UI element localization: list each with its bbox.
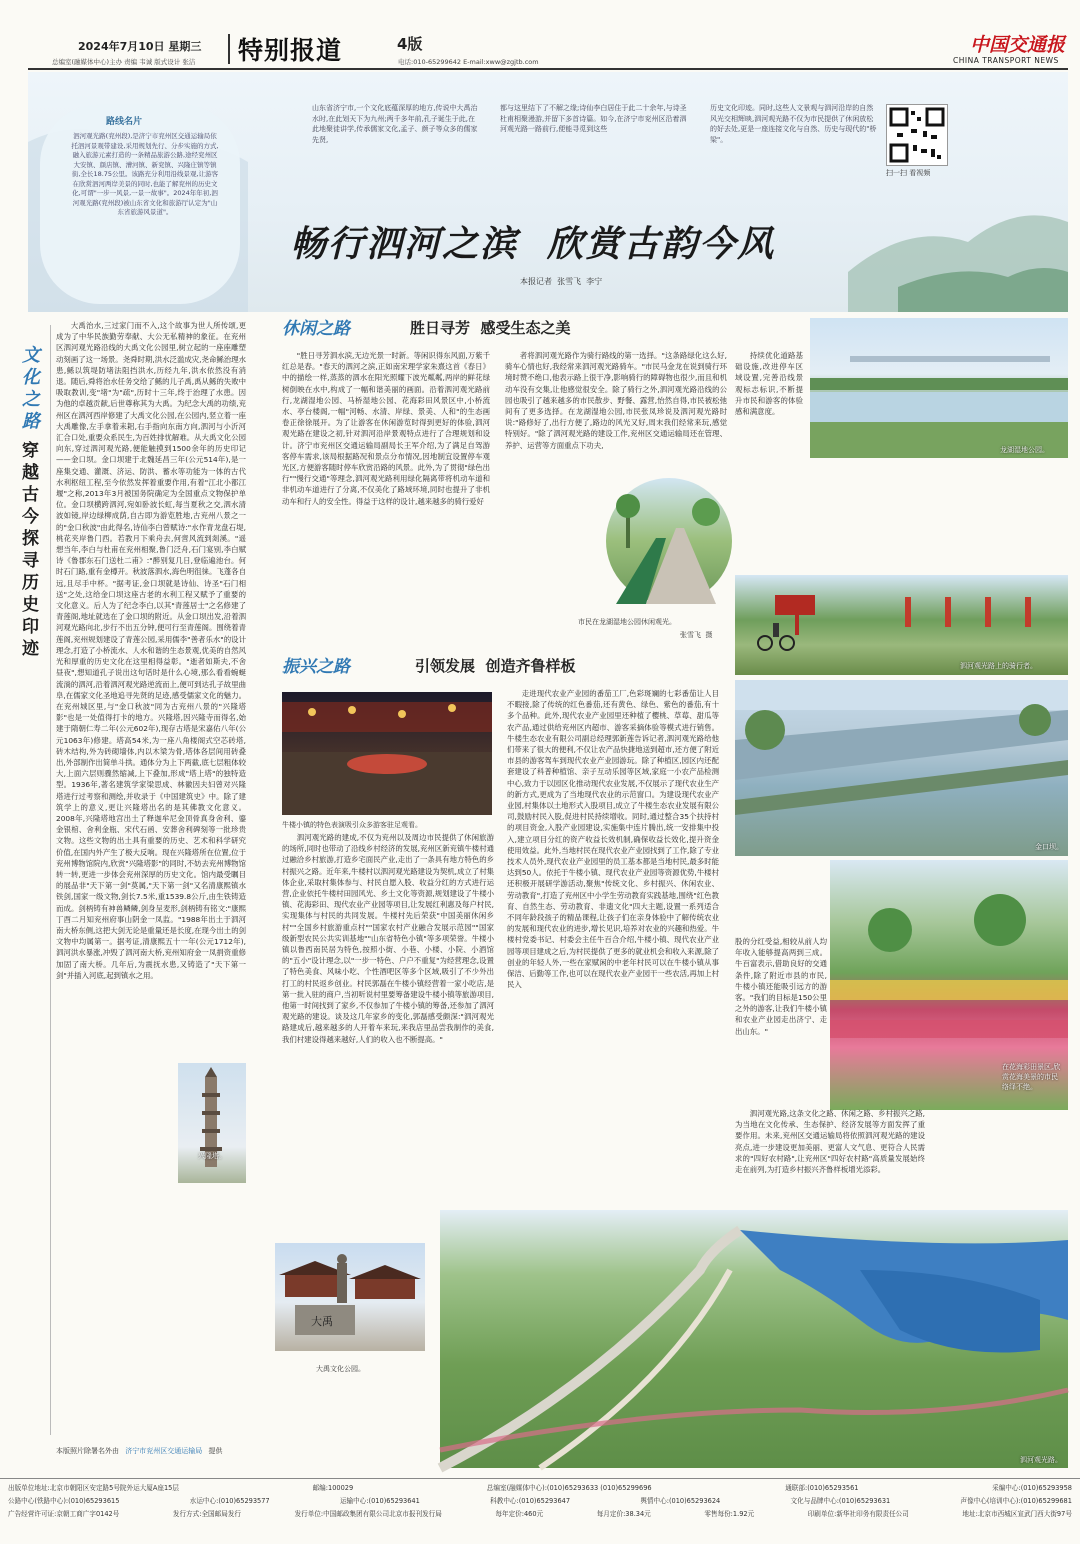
photo-credit-label: 本版照片除署名外由 <box>56 1447 119 1455</box>
header-rule <box>28 68 1068 70</box>
headline: 畅行泗河之滨 欣赏古韵今风 <box>290 223 776 265</box>
qr-code-icon <box>887 105 947 165</box>
jinkou-dam-caption: 金口坝。 <box>1035 843 1063 851</box>
route-card-title: 路线名片 <box>106 117 143 127</box>
jinkou-dam-photo <box>735 680 1068 856</box>
cyclist-road-photo <box>735 575 1068 675</box>
footer-line-2 <box>8 1495 1072 1508</box>
revival-col-3: 股的分红受益,相较从前人均年收入能够提高两到三成。牛百富表示,借助良好的交通条件,除了附近市县的市民,牛楼小镇还能吸引远方的游客。"我们的目标是150公里之外的游客,让我们牛楼小镇和农业产业园走出济宁、走出山东。" <box>735 937 827 1036</box>
footer-item: 出版单位地址:北京市朝阳区安定路5号院外运大厦A座15层 <box>8 1484 179 1492</box>
revival-conclusion: 泗河观光路,这条文化之路、休闲之路、乡村振兴之路,为当地在文化传承、生态保护、经济发展等方面发挥了重要作用。未来,兖州区交通运输局将依照泗河观光路的建设亮点,进一步建设更加美丽、更富人文气息、更符合人民需求的"四好农村路",让兖州区"四好农村路"高质量发展始终走在前列,为打造乡村振兴齐鲁样板增光添彩。 <box>735 1109 925 1175</box>
footer <box>8 1482 1072 1521</box>
issue-date: 2024年7月10日 星期三 <box>78 40 202 53</box>
leisure-col-2-text: 者将泗河观光路作为骑行路线的第一选择。"这条路绿化这么好,骑车心情也好,我经常来泗河观光路骑车。"市民马金龙在说到骑行环境时赞不绝口,他表示路上很干净,影响骑行的障碍物也很少,而且和机动车没有交集,让他感觉很安全。除了骑行之外,泗河观光路沿线的公园也吸引了越来越多的市民散步、野餐、露营,怡然自得,市民被松弛间有了更多选择。在龙湖湿地公园,市民张凤珍说及泗河观光路时说:"路修好了,出行方便了,路边的风光又好,周末我们经常来玩,感觉特别好。"除了泗河观光路的建设工作,兖州区交通运输局还在管理、养护、运营等方面重点下功夫, <box>505 351 727 450</box>
intro-col-2: 都与这里结下了不解之缘;诗仙李白居住于此二十余年,与诗圣杜甫相聚漫游,并留下多首诗篇。如今,在济宁市兖州区沿着泗河观光路一路前行,便能寻觅到这些 <box>500 104 687 133</box>
footer-item: 印刷单位:新华社印务有限责任公司 <box>807 1510 909 1518</box>
niulou-performance-photo <box>282 692 492 815</box>
footer-rule <box>0 1478 1080 1479</box>
footer-item: 公路中心(铁路中心):(010)65293615 <box>8 1497 120 1505</box>
photo-credit-org: 济宁市兖州区交通运输局 <box>125 1447 203 1455</box>
footer-item: 地址:北京市西城区宣武门西大街97号 <box>962 1510 1072 1518</box>
leisure-col-2-top <box>505 350 727 472</box>
paper-name: 中国交通报 <box>970 34 1066 56</box>
niulou-performance-caption: 牛楼小镇的特色表演吸引众多游客驻足观看。 <box>282 821 422 829</box>
intro-col-1: 山东省济宁市,一个文化底蕴深厚的地方,传说中大禹治水时,在此划天下为九州;两千多年前,孔子诞生于此,在此地聚徒讲学,传承儒家文化,孟子、颜子等众多的儒家先贤, <box>312 104 478 144</box>
photo-credit <box>56 1446 222 1456</box>
leisure-section-subtitle: 胜日寻芳 感受生态之美 <box>410 319 571 337</box>
footer-item: 文化与品牌中心:(010)65293631 <box>790 1497 891 1505</box>
performance-scene <box>282 692 492 815</box>
route-card-text: 泗河观光路(兖州段),是济宁市兖州区交通运输局依托泗河景观带建设,采用规划先行、分步实施的方式,融入旅游元素打造的一条精品旅游公路,途经兖州区大安镇、颜店镇、漕河镇、新兖镇、兴隆庄镇等镇街,全长18.75公里。该路充分利用沿线景观,让游客在欣赏泗河两岸美景的同时,也能了解兖州的历史文化,可谓"一步一风景,一景一故事"。2024年年初,泗河观光路(兖州段)被山东省文化和旅游厅认定为"山东省旅游风景道"。 <box>71 132 219 216</box>
cyclist-scene <box>735 575 1068 675</box>
qr-code[interactable] <box>886 104 948 166</box>
flower-sea-caption-text: 在花海彩田景区,欣赏花海美景的市民络绎不绝。 <box>1002 1063 1061 1091</box>
culture-section-tag: 文化之路 <box>22 345 40 432</box>
revival-col-1: 泗河观光路的建成,不仅为兖州以及周边市民提供了休闲旅游的场所,同时也带动了沿线乡村经济的发展,兖州区新兖镇牛楼村通过融洽乡村旅游,打造乡宅面民产业,走出了一条具有地方特色的乡村振兴之路。近年来,牛楼村以泗河观光路建设为契机,成立了村集体企业,采取村集体参与、村民自愿入股、收益分红的方式进行运营,企业依托牛楼村田园风光、乡土文化等资源,规划建设了牛楼小镇、花海彩田、现代农业产业园等项目,让发展红利惠及每户村民,实现集体与村民的共同发展。牛楼村先后荣获"中国美丽休闲乡村""全国乡村旅游重点村""国家农村产业融合发展示范园""国家级新型农民公共实训基地""山东省特色小镇"等多项荣誉。牛楼小镇以鲁西南民居为特色,按照小街、小巷、小楼、小院、小酒馆的"五小"设计理念,以"一步一特色、户户不重复"为经营理念,设置了特色美食、风味小吃、个性酒吧区等多个区域,吸引了不少外出打工的村民返乡创业。村民郭磊在牛楼小镇经营着一家小吃店,是第一批入驻的商户,当初听说村里要筹备建设牛楼小镇等旅游项目,他第一时间找到了家乡,不仅参加了牛楼小镇的筹备,还参加了泗河观光路的建设。谈及这几年家乡的变化,郭磊感受颇深:"泗河观光路建成后,越来越多的人开着车来玩,来我店里品尝我制作的美食,我们村建设得越来越好,人们的收入也不断提高。" <box>282 833 494 1044</box>
tower-caption: 兴隆塔。 <box>198 1152 226 1160</box>
cycling-path-caption: 市民在龙湖湿地公园休闲观光。 <box>578 618 676 626</box>
cycling-path-credit: 张雪飞 摄 <box>680 631 713 639</box>
section-title: 特别报道 <box>238 36 343 65</box>
sihe-aerial-caption: 泗河观光路。 <box>1020 1456 1062 1464</box>
revival-section-tag: 振兴之路 <box>282 657 350 677</box>
culture-body: 大禹治水,三过家门而不入,这个故事为世人所传颂,更成为了中华民族勤劳奉献、大公无私精神的象征。在兖州区泗河观光路沿线的大禹文化公园里,树立起的一座座雕塑动刻画了这一场景。尧舜时期,洪水泛滥成灾,尧命鲧治理水患,鲧以筑堤防堵法阻挡洪水,历经九年,洪水依然没有消退。随后,舜将治水任务交给了鲧的儿子禹,禹从鲧的失败中吸取教训,变"堵"为"疏",历时十三年,终于治理了水患。因为他的卓越贡献,后世尊称其为大禹。为纪念大禹的功绩,兖州区在泗河西岸修建了大禹文化公园,在公园内,竖立着一座大禹雕像,左手拿着耒耜,右手指向东南方向,泗河与小沂河汇合口处,重要众系民生,为百姓排忧解难。从大禹文化公园向东,穿过泗河观光路,便能触摸到1500余年的历史印记——金口坝。金口坝建于北魏延昌三年(公元514年),是一座集交通、灌溉、济运、防洪、蓄水等功能为一体的古代水利枢纽工程,至今依然发挥着重要作用,有着"江北小都江堰"之称,2013年3月被国务院确定为全国重点文物保护单位。金口坝横跨泗河,宛如卧波长虹,每当夏秋之交,泗水清波如镜,岸边绿柳成荫,自古即为游览胜地,古兖州八景之一的"金口秋波"由此得名,诗仙李白曾赋诗:"水作青龙盘石堤,桃花夹岸鲁门西。若教月下乘舟去,何啻风流到剡溪。"遥想当年,李白与杜甫在兖州相聚,鲁门泛舟,石门宴别,李白赋诗《鲁郡东石门送杜二甫》:"醉别复几日,登临遍池台。何时石门路,重有金樽开。秋波落泗水,海色明徂徕。飞蓬各自远,且尽手中杯。"据考证,金口坝就是诗仙、诗圣"石门相送"之处,这给金口坝这座古老的水利工程又赋予了重要的文化意义。后人为了纪念李白,以其"青莲居士"之名修建了青莲阁,地址就选在了金口坝的附近。从金口坝出发,沿着泗河观光路向北,步行不出五分钟,便可行至青莲阁。围绕着青莲阁,兖州规划建设了青莲公园,采用儒李"善者乐水"的设计理念,打造了小桥流水、人水和谐的生态景观,优美的自然风光和厚重的历史文化在这里相得益彰。"逝者如斯夫,不舍昼夜",想知道孔子说出这句话时是什么心境,那么看看蜿蜒流淌的泗河,沿着泗河观光路逆流而上,便可到达孔子故里曲阜,在儒家文化圣地追寻先贤的足迹,感受儒家文化的魅力。在兖州城区里,与"金口秋波"同为古兖州八景的"兴隆塔影"也是一处值得打卡的地方。兴隆塔,因兴隆寺而得名,始建于隋朝仁寿二年(公元602年),现存古塔是宋嘉佑八年(公元1063年)修建。塔高54米,为一座八角楼阁式空芯砖塔,砖木结构,外为砖砌墙体,内以木梁为骨,塔体各层间用砖叠出,外部制作出简单斗拱。通体分为上下两截,底七层粗体较大,上面六层则骤然缩减,上下叠加,形成"塔上塔"的独特造型。1936年,著名建筑学家梁思成、林徽因夫妇曾对兴隆塔进行过考察和测绘,并收录于《中国建筑史》中。除了建筑学上的意义,更让兴隆塔出名的是其佛教文化意义。2008年,兴隆塔地宫出土了释迦牟尼金顶骨真身舍利、鎏金银棺、舍利金瓶、宋代石函、安葬舍利碑刻等一批珍贵文物。这些文物的出土具有重要的历史、艺术和科学研究价值,在国内外产生了极大反响。现在兴隆塔所在位置,位于兖州博物馆院内,欣赏"兴隆塔影"的同时,不妨去兖州博物馆转一转,更进一步体会兖州深厚的历史文化。馆内最受瞩目的展品非"天下第一剑"莫属,"天下第一剑"又名清康熙镇水铁剑,国家一级文物,剑长7.5米,重1539.8公斤,由生铁铸造而成。剑柄铸有神兽鳞鳞,剑身呈麦形,剑柄铸有铭文:"康熙丁酉二月知兖州府事山阴金一凤监。"1988年出土于泗河南大桥东侧,这把大剑无论是重量还是长度,在现今出土的剑文物中均属第一。据考证,清康熙五十一年(公元1712年),泗河洪水暴涨,冲毁了泗河南大桥,兖州知府金一凤捐资重修加固了南大桥。几年后,为震抚水患,又铸造了"天下第一剑"并插入河底,起到镇水之用。 <box>56 321 246 980</box>
footer-item: 广告经营许可证:京朝工商广字0142号 <box>8 1510 120 1518</box>
leisure-col-1: "胜日寻芳泗水滨,无边光景一时新。等闲识得东风面,万紫千红总是春。"春天的泗河之滨,正如南宋理学家朱熹这首《春日》中的描绘一样,蒸蒸的泗水在阳光照耀下波光粼粼,两岸的鲜花绿树倒映在水中,构成了一幅和谐美丽的画面。沿着泗河观光路前行,龙湖湿地公园、马桥湿地公园、花海彩田风景区中,小桥流水、亭台楼阁,一幅"河畅、水清、岸绿、景美、人和"的生态画卷正徐徐展开。为了让游客在休闲游览时得到更好的体验,泗河观光路在建设之初,针对泗河沿岸景观特点进行了合理规划和设计。济宁市兖州区交通运输局副局长王军介绍,为了满足自驾游客停车需求,该局根据路况和景点分布情况,因地制宜设置停车观光区,方便游客随时停车欣赏沿路的风景。此外,为了贯彻"绿色出行""慢行交通"等理念,泗河观光路利用绿化隔离带将机动车道和非机动车道进行了分离,不仅美化了路域环境,同时也提升了非机动车和行人的安全性。得益于这样的设计,越来越多的骑行爱好 <box>282 351 490 506</box>
culture-section-subtitle: 穿越古今 探寻历史印迹 <box>22 441 39 659</box>
xinglong-tower-photo <box>178 1063 246 1183</box>
page-number: 4版 <box>397 35 423 53</box>
dam-scene <box>735 680 1068 856</box>
longhu-wetland-photo <box>810 318 1068 458</box>
paper-name-en: CHINA TRANSPORT NEWS <box>953 56 1059 65</box>
leisure-col-3: 持续优化道路基础设施,改进停车区域设置,完善沿线景观标志标识,不断提升市民和游客的体验感和满意度。 <box>735 351 803 417</box>
footer-item: 发行单位:中国邮政集团有限公司北京市报刊发行局 <box>294 1510 442 1518</box>
aerial-scene <box>440 1210 1068 1468</box>
sihe-aerial-photo <box>440 1210 1068 1468</box>
cycling-path-scene <box>606 478 732 604</box>
footer-item: 邮编:100029 <box>312 1484 354 1492</box>
footer-item: 总编室(融媒体中心):(010)65293633 (010)65299696 <box>486 1484 652 1492</box>
byline: 本报记者 张雪飞 李宁 <box>520 277 603 286</box>
contact-info: 电话:010-65299642 E-mail:xww@zgjtb.com <box>398 58 539 66</box>
footer-item: 运输中心:(010)65293641 <box>339 1497 420 1505</box>
flower-sea-caption <box>1002 1062 1064 1092</box>
footer-line-1 <box>8 1482 1072 1495</box>
footer-item: 声像中心(培训中心):(010)65299681 <box>960 1497 1072 1505</box>
footer-item: 发行方式:全国邮局发行 <box>172 1510 242 1518</box>
masthead <box>0 0 1080 70</box>
header-divider <box>228 34 230 64</box>
revival-section-subtitle: 引领发展 创造齐鲁样板 <box>415 657 576 675</box>
leisure-section-tag: 休闲之路 <box>282 319 350 339</box>
tower-illustration <box>178 1063 246 1183</box>
culture-divider <box>50 325 51 1435</box>
leisure-col-2-side <box>505 476 605 606</box>
dayu-park-photo <box>275 1243 425 1351</box>
footer-item: 科教中心:(010)65293647 <box>490 1497 571 1505</box>
cyclist-road-caption: 泗河观光路上的骑行者。 <box>960 662 1037 670</box>
footer-item: 每年定价:460元 <box>495 1510 544 1518</box>
dayu-park-scene <box>275 1243 425 1351</box>
footer-item: 每月定价:38.34元 <box>596 1510 651 1518</box>
footer-line-3 <box>8 1508 1072 1521</box>
revival-col-2: 走进现代农业产业园的番茄工厂,色彩斑斓的七彩番茄让人目不暇接,除了传统的红色番茄,还有黄色、绿色、紫色的番茄,有十多个品种。此外,现代农业产业园里还种植了樱桃、草莓、甜瓜等农产品,通过供给兖州区内超市、游客采摘体验等模式进行销售。牛楼生态农业有限公司副总经理郭新莲告诉记者,泗河观光路给他们带来了很大的便利,不仅让农产品快捷地送到超市,还方便了附近市县的游客驾车到现代农业产业园游玩。除了种植区,园区内还配套建设了科普种植馆、亲子互动乐园等区域,家庭一小农产品检测中心,致力于以园区化推动现代农业发展,不仅展示了现代农业生产的新方式,更成为了当地现代农业的示范窗口。为建设现代农业产业园,村集体以土地形式入股项目,成立了牛楼生态农业发展有限公司,鼓励村民入股,促进村民持续增收。同时,通过整合35个扶持村的项目资金,入股产业园建设,实施集中连片腾出,统一安排集中投入,建立项目分红的资产收益长效机制,确保收益长效化,提升资金使用效益。此外,当地村民在现代农业产业园找到了工作,除了专业技术人员外,现代农业产业园里的员工基本都是当地村民,最多时能达到50人。依托于牛楼小镇、现代农业产业园等资源优势,牛楼村还积极开展研学游活动,聚焦"传统文化、乡村振兴、休闲农业、劳动教育",打造了兖州区中小学生劳动教育实践基地,围绕"红色教育、自然生态、劳动教育、非遗文化"四大主题,设置一系列适合不同年龄段孩子的精品课程,让孩子们在亲身体验中了解传统农业的发展和现代农业的进步,增长见识,培养对农业的兴趣和热爱。牛楼村党委书记、村委会主任牛百合介绍,牛楼小镇、现代农业产业园等项目建成之后,为村民提供了更多的就业机会和收入来源,除了创业的年轻人外,一些在家赋闲的中老年村民可以在牛楼小镇从事保洁、后勤等工作,也可以在现代农业产业园干一些农活,再加上村民入 <box>507 689 719 990</box>
longhu-wetland-caption: 龙湖湿地公园。 <box>1000 446 1049 454</box>
editor-info: 总编室(融媒体中心)主办 责编 韦诚 版式设计 张洁 <box>52 58 196 66</box>
qr-caption: 扫一扫 看视频 <box>886 169 931 177</box>
intro-col-3: 历史文化印迹。同时,这些人文景观与泗河沿岸的自然风光交相辉映,泗河观光路不仅为市民提供了休闲放松的好去处,更是一座连接文化与自然、历史与现代的"桥梁"。 <box>710 104 877 144</box>
route-card <box>40 104 240 304</box>
footer-item: 零售每份:1.92元 <box>704 1510 755 1518</box>
footer-item: 采编中心:(010)65293958 <box>992 1484 1072 1492</box>
footer-item: 舆情中心:(010)65293624 <box>640 1497 721 1505</box>
footer-item: 通联部:(010)65293561 <box>785 1484 859 1492</box>
dayu-park-caption: 大禹文化公园。 <box>316 1365 365 1373</box>
wetland-scene <box>810 318 1068 458</box>
svg-text:大禹: 大禹 <box>311 1315 333 1328</box>
cycling-path-round-photo <box>606 478 732 604</box>
photo-credit-tail: 提供 <box>208 1447 223 1455</box>
footer-item: 水运中心:(010)65293577 <box>189 1497 270 1505</box>
